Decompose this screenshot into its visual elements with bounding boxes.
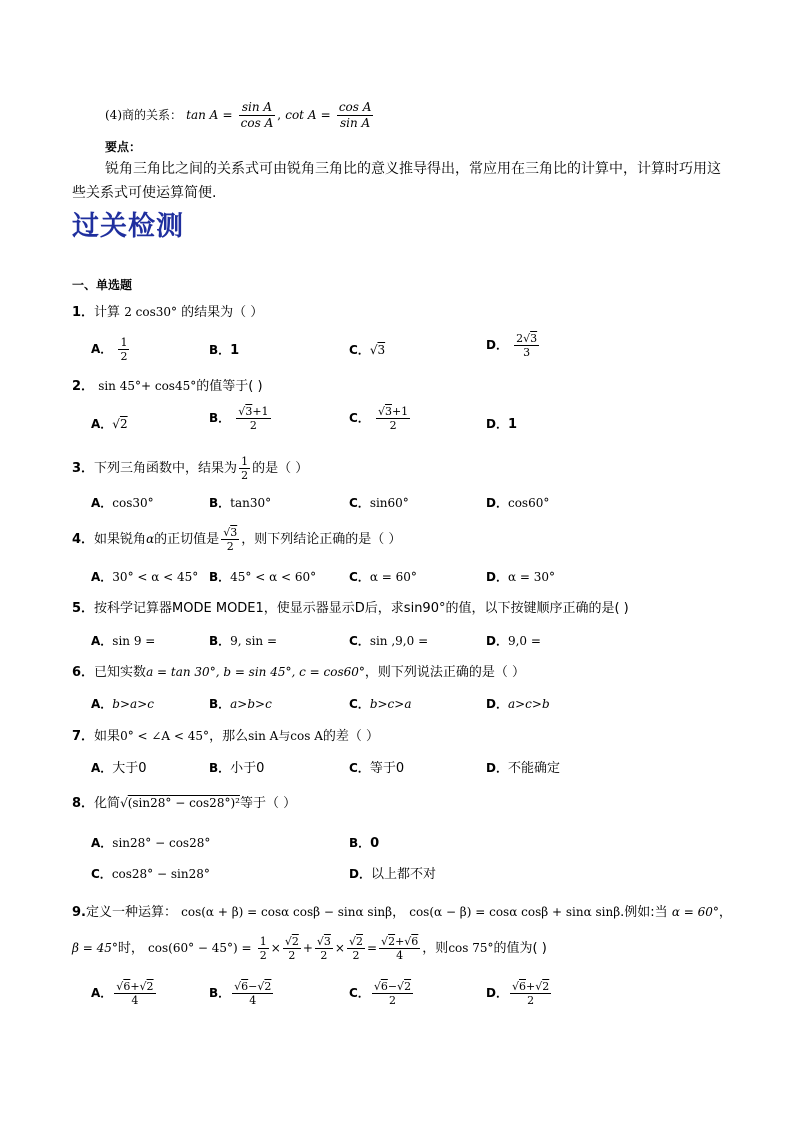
q2-option-b[interactable]: B． $\frac{√3+1}{2}$	[209, 405, 269, 432]
tan-lhs: tan A	[186, 108, 219, 122]
key-points-line1: 锐角三角比之间的关系式可由锐角三角比的意义推导得出，常应用在三角比的计算中，计算时巧用这	[105, 161, 721, 177]
section-title: 过关检测	[72, 211, 184, 242]
q5-option-d[interactable]: D．9,0 =	[486, 634, 541, 648]
q7-option-d[interactable]: D．不能确定	[486, 761, 560, 776]
key-points-line2: 些关系式可使运算简便.	[72, 185, 217, 201]
fraction-half: $\frac{1}{2}$	[120, 336, 128, 363]
question-5: 5．按科学记算器MODE MODE1，使显示器显示D后，求sin90°的值，以下按键顺序正确的是( )	[72, 601, 629, 616]
question-1: 1．计算 2 cos30° 的结果为（ ）	[72, 305, 264, 320]
q1-option-b[interactable]: B．1	[209, 343, 240, 358]
q8-option-b[interactable]: B．0	[349, 836, 380, 851]
q9-option-c[interactable]: C． $\frac{√6-√2}{2}$	[349, 980, 412, 1007]
q4-option-d[interactable]: D．α = 30°	[486, 570, 556, 584]
q2-option-a[interactable]: A．√2	[91, 417, 128, 431]
question-9-line1: 9.定义一种运算： cos(α + β) = cosα cosβ − sinα sinβ， cos(α − β) = cosα cosβ + sinα sinβ.例如:当 α = 60°，	[72, 905, 732, 920]
q8-option-a[interactable]: A．sin28° − cos28°	[91, 836, 211, 850]
tan-fraction: $\frac{\text{sin A}}{\text{cos A}}$	[240, 100, 274, 130]
q6-option-b[interactable]: B．a>b>c	[209, 697, 272, 711]
question-7: 7．如果0° < ∠A < 45°，那么sin A与cos A的差（ ）	[72, 729, 380, 744]
q3-option-b[interactable]: B．tan30°	[209, 496, 272, 510]
q1-option-d[interactable]: D． $\frac{2√3}{3}$	[486, 332, 538, 359]
q7-option-a[interactable]: A．大于0	[91, 761, 147, 776]
sqrt-expression: √(sin28° − cos28°)²	[120, 796, 240, 810]
question-6: 6．已知实数a = tan 30°, b = sin 45°, c = cos60°，则下列说法正确的是（ ）	[72, 665, 526, 680]
q4-option-c[interactable]: C．α = 60°	[349, 570, 417, 584]
key-points-label: 要点：	[105, 140, 142, 154]
q5-option-c[interactable]: C．sin ,9,0 =	[349, 634, 429, 648]
cot-fraction: $\frac{\text{cos A}}{\text{sin A}}$	[338, 100, 372, 130]
q7-option-c[interactable]: C．等于0	[349, 761, 405, 776]
q4-option-a[interactable]: A．30° < α < 45°	[91, 570, 199, 584]
q4-option-b[interactable]: B．45° < α < 60°	[209, 570, 317, 584]
q2-option-d[interactable]: D．1	[486, 417, 518, 432]
q5-option-b[interactable]: B．9, sin =	[209, 634, 278, 648]
q6-option-a[interactable]: A．b>a>c	[91, 697, 154, 711]
q3-option-c[interactable]: C．sin60°	[349, 496, 409, 510]
q9-option-d[interactable]: D． $\frac{√6+√2}{2}$	[486, 980, 550, 1007]
q1-option-a[interactable]: A． $\frac{1}{2}$	[91, 336, 128, 363]
q8-option-c[interactable]: C．cos28° − sin28°	[91, 867, 210, 881]
q7-option-b[interactable]: B．小于0	[209, 761, 265, 776]
q6-option-c[interactable]: C．b>c>a	[349, 697, 412, 711]
q3-option-d[interactable]: D．cos60°	[486, 496, 550, 510]
q1-option-c[interactable]: C．√3	[349, 343, 386, 357]
cot-lhs: cot A	[285, 108, 317, 122]
question-2: 2． sin 45°+ cos45°的值等于( )	[72, 379, 263, 394]
q9-option-b[interactable]: B． $\frac{√6-√2}{4}$	[209, 980, 272, 1007]
question-3: 3．下列三角函数中，结果为 $\frac{1}{2}$ 的是（ ）	[72, 455, 309, 482]
q6-option-d[interactable]: D．a>c>b	[486, 697, 550, 711]
q3-option-a[interactable]: A．cos30°	[91, 496, 154, 510]
question-9-line2: β = 45°时， cos(60° − 45°) = $\frac{1}{2}$ × $\frac{√2}{2}$ + $\frac{√3}{2}$ × $\frac{√2}{2}$ = $\frac{√2+√6}{4}$ ，则cos 75°的值为( )	[72, 935, 547, 962]
q9-option-a[interactable]: A． $\frac{√6+√2}{4}$	[91, 980, 154, 1007]
relation-label: (4)商的关系：	[105, 108, 182, 122]
q2-option-c[interactable]: C． $\frac{√3+1}{2}$	[349, 405, 409, 432]
part-title: 一、单选题	[72, 278, 133, 292]
quotient-relation-line: (4)商的关系： tan A = $\frac{\text{sin A}}{\text{cos A}}$ , cot A = $\frac{\text{cos A}}{\text{sin A}}$	[105, 100, 372, 130]
q5-option-a[interactable]: A．sin 9 =	[91, 634, 156, 648]
question-8: 8．化简√(sin28° − cos28°)²等于（ ）	[72, 796, 297, 811]
q8-option-d[interactable]: D．以上都不对	[349, 867, 436, 882]
question-4: 4．如果锐角α的正切值是 $\frac{√3}{2}$ ，则下列结论正确的是（ ）	[72, 526, 402, 553]
